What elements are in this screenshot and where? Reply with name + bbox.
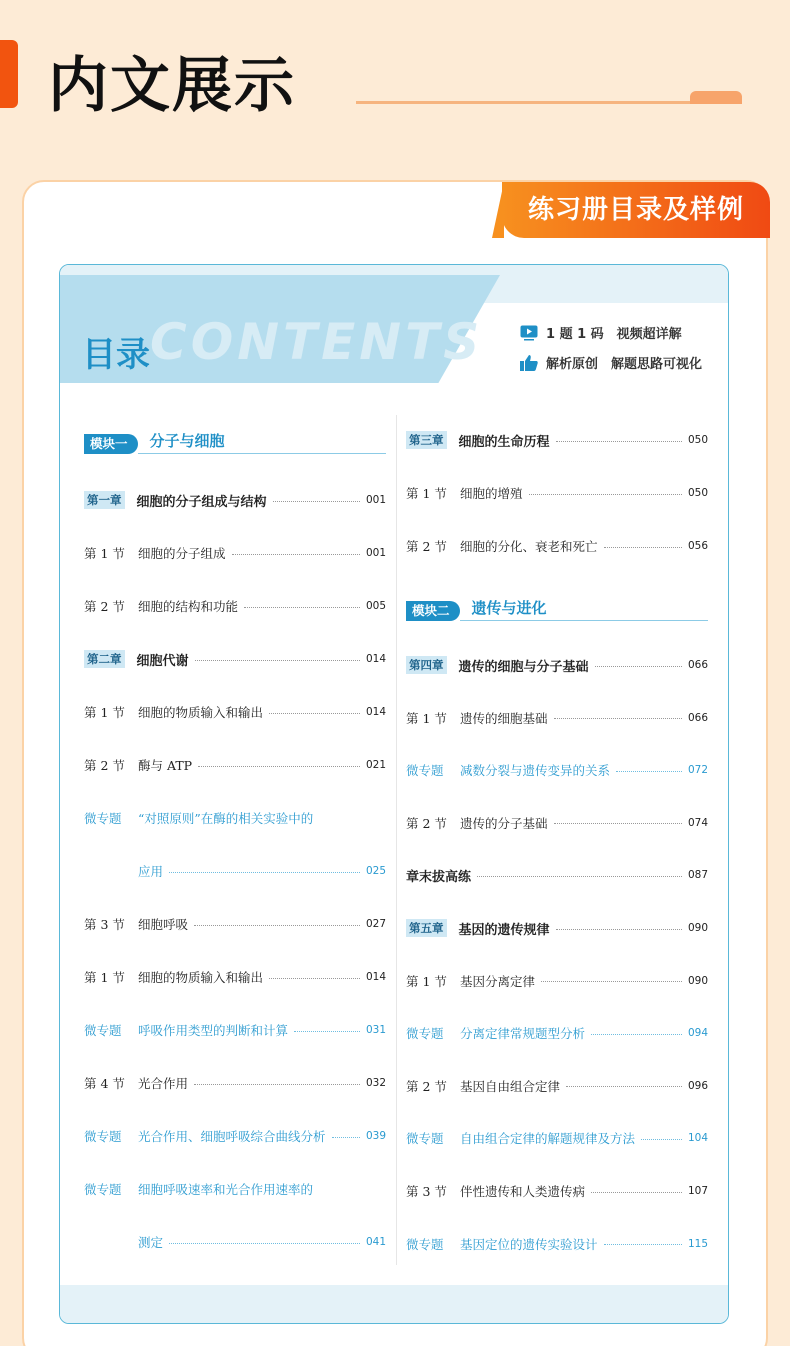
toc-row-title: 细胞的增殖 xyxy=(460,486,523,501)
dot-leader xyxy=(294,1031,360,1032)
toc-row-title: 基因自由组合定律 xyxy=(460,1078,561,1094)
toc-row xyxy=(406,760,708,780)
dot-leader xyxy=(641,1139,682,1140)
toc-row-title: 细胞的物质输入和输出 xyxy=(138,705,264,720)
toc-row-title: 减数分裂与遗传变异的关系 xyxy=(460,763,611,779)
toc-row-title: 自由组合定律的解题规律及方法 xyxy=(460,1131,636,1147)
toc-row-page: 094 xyxy=(687,1027,708,1040)
toc-row-page: 090 xyxy=(687,974,708,987)
toc-row-title: 酶与 ATP xyxy=(138,758,193,773)
toc-row xyxy=(84,702,386,722)
toc-row-title: 伴性遗传和人类遗传病 xyxy=(460,1184,586,1199)
toc-row-title: 应用 xyxy=(138,864,164,879)
toc-row-label: 微专题 xyxy=(84,1182,122,1197)
toc-row-page: 014 xyxy=(365,706,386,718)
dot-leader xyxy=(566,1086,682,1087)
toc-row-page: 027 xyxy=(365,918,386,930)
toc-row xyxy=(406,918,708,938)
toc-row-title: 光合作用、细胞呼吸综合曲线分析 xyxy=(138,1129,326,1144)
toc-row-title: 细胞的结构和功能 xyxy=(138,599,239,614)
toc-row-label: 微专题 xyxy=(84,1023,122,1038)
module-tag: 模块一 xyxy=(84,434,138,454)
dot-leader xyxy=(273,501,360,502)
toc-row xyxy=(84,808,386,828)
toc-row-label: 微专题 xyxy=(84,811,122,826)
toc-row-title: 呼吸作用类型的判断和计算 xyxy=(138,1023,289,1038)
toc-row-page: 115 xyxy=(687,1237,708,1250)
toc-row-page: 090 xyxy=(687,922,708,934)
toc-row-title: 测定 xyxy=(138,1235,164,1250)
toc-row-page: 014 xyxy=(365,971,386,983)
page-bottom-strip xyxy=(60,1285,729,1323)
toc-row xyxy=(84,1020,386,1040)
toc-row-label: 第 2 节 xyxy=(406,539,447,554)
dot-leader xyxy=(591,1192,682,1193)
toc-row-title: 遗传的细胞与分子基础 xyxy=(458,659,589,675)
contents-watermark: CONTENTS xyxy=(150,313,484,371)
toc-row-page: 014 xyxy=(365,653,386,665)
dot-leader xyxy=(194,1084,360,1085)
play-icon xyxy=(520,325,538,341)
chapter-tag: 第三章 xyxy=(406,431,447,449)
toc-row xyxy=(406,813,708,833)
dot-leader xyxy=(554,718,682,719)
feature-note-text: 解析原创 解题思路可视化 xyxy=(546,357,703,372)
toc-row xyxy=(406,708,708,728)
toc-row xyxy=(84,914,386,934)
toc-row-label: 微专题 xyxy=(406,1236,444,1252)
header-accent-bar xyxy=(0,40,18,108)
chapter-tag: 第四章 xyxy=(406,656,447,674)
toc-row-title: 细胞的分子组成 xyxy=(138,546,226,561)
toc-row-page: 001 xyxy=(365,494,386,506)
toc-row xyxy=(406,536,708,556)
toc-row-title: 细胞的生命历程 xyxy=(458,434,550,450)
dot-leader xyxy=(529,494,682,495)
toc-row-title: 基因的遗传规律 xyxy=(458,922,550,938)
module-title: 遗传与进化 xyxy=(460,597,708,621)
toc-row-title: “对照原则”在酶的相关实验中的 xyxy=(138,811,314,826)
page-title: 内文展示 xyxy=(48,51,296,121)
toc-row-label: 第 1 节 xyxy=(406,486,447,501)
toc-row-page: 074 xyxy=(687,816,708,829)
dot-leader xyxy=(195,660,360,661)
toc-row xyxy=(84,596,386,616)
column-divider xyxy=(396,415,397,1265)
toc-row xyxy=(84,1073,386,1093)
toc-row-label: 第 2 节 xyxy=(84,599,125,614)
dot-leader xyxy=(232,554,360,555)
toc-row xyxy=(406,865,708,885)
toc-row-title: 细胞的分子组成与结构 xyxy=(136,494,267,510)
toc-row-label: 微专题 xyxy=(84,1129,122,1144)
toc-row-title: 基因分离定律 xyxy=(460,973,536,989)
toc-row-label: 第 1 节 xyxy=(84,970,125,985)
toc-row xyxy=(84,967,386,987)
chapter-tag: 第二章 xyxy=(84,650,125,668)
toc-row-title: 遗传的细胞基础 xyxy=(460,710,548,726)
toc-row-label: 第 3 节 xyxy=(84,917,125,932)
dot-leader xyxy=(169,1243,360,1244)
toc-row-page: 087 xyxy=(687,869,708,882)
dot-leader xyxy=(269,713,360,714)
dot-leader xyxy=(595,666,682,667)
card-badge: 练习册目录及样例 xyxy=(502,182,770,238)
feature-note-text: 1 题 1 码 视频超详解 xyxy=(546,327,682,342)
toc-row-title: 分离定律常规题型分析 xyxy=(460,1026,586,1042)
toc-row-title: 细胞呼吸速率和光合作用速率的 xyxy=(138,1182,314,1197)
dot-leader xyxy=(554,823,682,824)
dot-leader xyxy=(556,929,682,930)
module-header xyxy=(406,597,708,621)
header-line-tab xyxy=(690,91,742,104)
toc-row xyxy=(406,1128,708,1148)
toc-row-page: 001 xyxy=(365,547,386,559)
dot-leader xyxy=(244,607,360,608)
toc-row-label: 第 2 节 xyxy=(84,758,125,773)
dot-leader xyxy=(198,766,360,767)
feature-note-analysis xyxy=(520,353,702,372)
toc-page xyxy=(59,264,729,1324)
toc-row-page: 032 xyxy=(365,1077,386,1089)
toc-row-title: 细胞的分化、衰老和死亡 xyxy=(460,539,598,554)
toc-row xyxy=(406,1181,708,1201)
toc-row-page: 041 xyxy=(365,1236,386,1248)
toc-row-label: 第 1 节 xyxy=(84,546,125,561)
dot-leader xyxy=(194,925,360,926)
toc-row xyxy=(406,1023,708,1043)
toc-row-title: 章末拔高练 xyxy=(406,869,472,885)
toc-row xyxy=(84,1232,386,1252)
toc-row-page: 025 xyxy=(365,865,386,877)
toc-row-label: 微专题 xyxy=(406,1026,444,1042)
toc-row-label: 第 2 节 xyxy=(406,815,447,831)
dot-leader xyxy=(604,547,682,548)
toc-row xyxy=(406,1234,708,1254)
dot-leader xyxy=(556,441,682,442)
toc-row xyxy=(406,971,708,991)
toc-row xyxy=(84,1179,386,1199)
dot-leader xyxy=(332,1137,360,1138)
toc-row-page: 031 xyxy=(365,1024,386,1036)
toc-row xyxy=(406,430,708,450)
toc-row xyxy=(406,483,708,503)
toc-row-page: 104 xyxy=(687,1132,708,1145)
toc-row-title: 细胞的物质输入和输出 xyxy=(138,970,264,985)
module-title: 分子与细胞 xyxy=(138,430,386,454)
toc-heading: 目录 xyxy=(82,335,150,375)
header-underline xyxy=(356,101,742,104)
dot-leader xyxy=(604,1244,682,1245)
toc-row-page: 072 xyxy=(687,764,708,777)
dot-leader xyxy=(616,771,682,772)
dot-leader xyxy=(591,1034,682,1035)
toc-row-label: 微专题 xyxy=(406,763,444,779)
toc-row-label: 第 1 节 xyxy=(406,973,447,989)
toc-row-label: 第 2 节 xyxy=(406,1078,447,1094)
toc-row-label: 微专题 xyxy=(406,1131,444,1147)
dot-leader xyxy=(477,876,682,877)
toc-row-title: 光合作用 xyxy=(138,1076,189,1091)
toc-row-page: 066 xyxy=(687,711,708,724)
toc-row-page: 005 xyxy=(365,600,386,612)
toc-row xyxy=(84,543,386,563)
toc-row-page: 107 xyxy=(687,1185,708,1197)
toc-row-title: 遗传的分子基础 xyxy=(460,815,548,831)
toc-row-page: 096 xyxy=(687,1079,708,1092)
toc-row-page: 039 xyxy=(365,1130,386,1142)
toc-row-title: 基因定位的遗传实验设计 xyxy=(460,1236,598,1252)
toc-row xyxy=(84,649,386,669)
toc-row-page: 050 xyxy=(687,487,708,499)
toc-row xyxy=(84,1126,386,1146)
toc-row-label: 第 4 节 xyxy=(84,1076,125,1091)
toc-row xyxy=(84,861,386,881)
toc-row-title: 细胞呼吸 xyxy=(138,917,189,932)
dot-leader xyxy=(541,981,682,982)
thumbs-up-icon xyxy=(520,355,538,371)
toc-row-page: 050 xyxy=(687,434,708,446)
chapter-tag: 第一章 xyxy=(84,491,125,509)
toc-row-label: 第 1 节 xyxy=(406,710,447,726)
toc-row-label: 第 3 节 xyxy=(406,1184,447,1199)
feature-note-video xyxy=(520,323,682,342)
toc-row-page: 021 xyxy=(365,759,386,771)
dot-leader xyxy=(269,978,360,979)
module-header xyxy=(84,430,386,454)
chapter-tag: 第五章 xyxy=(406,919,447,937)
toc-row xyxy=(406,1076,708,1096)
toc-row xyxy=(406,655,708,675)
toc-row-page: 056 xyxy=(687,540,708,552)
dot-leader xyxy=(169,872,360,873)
toc-row xyxy=(84,755,386,775)
toc-row-page: 066 xyxy=(687,659,708,671)
toc-row-label: 第 1 节 xyxy=(84,705,125,720)
toc-row xyxy=(84,490,386,510)
module-tag: 模块二 xyxy=(406,601,460,621)
toc-row-title: 细胞代谢 xyxy=(136,653,189,669)
